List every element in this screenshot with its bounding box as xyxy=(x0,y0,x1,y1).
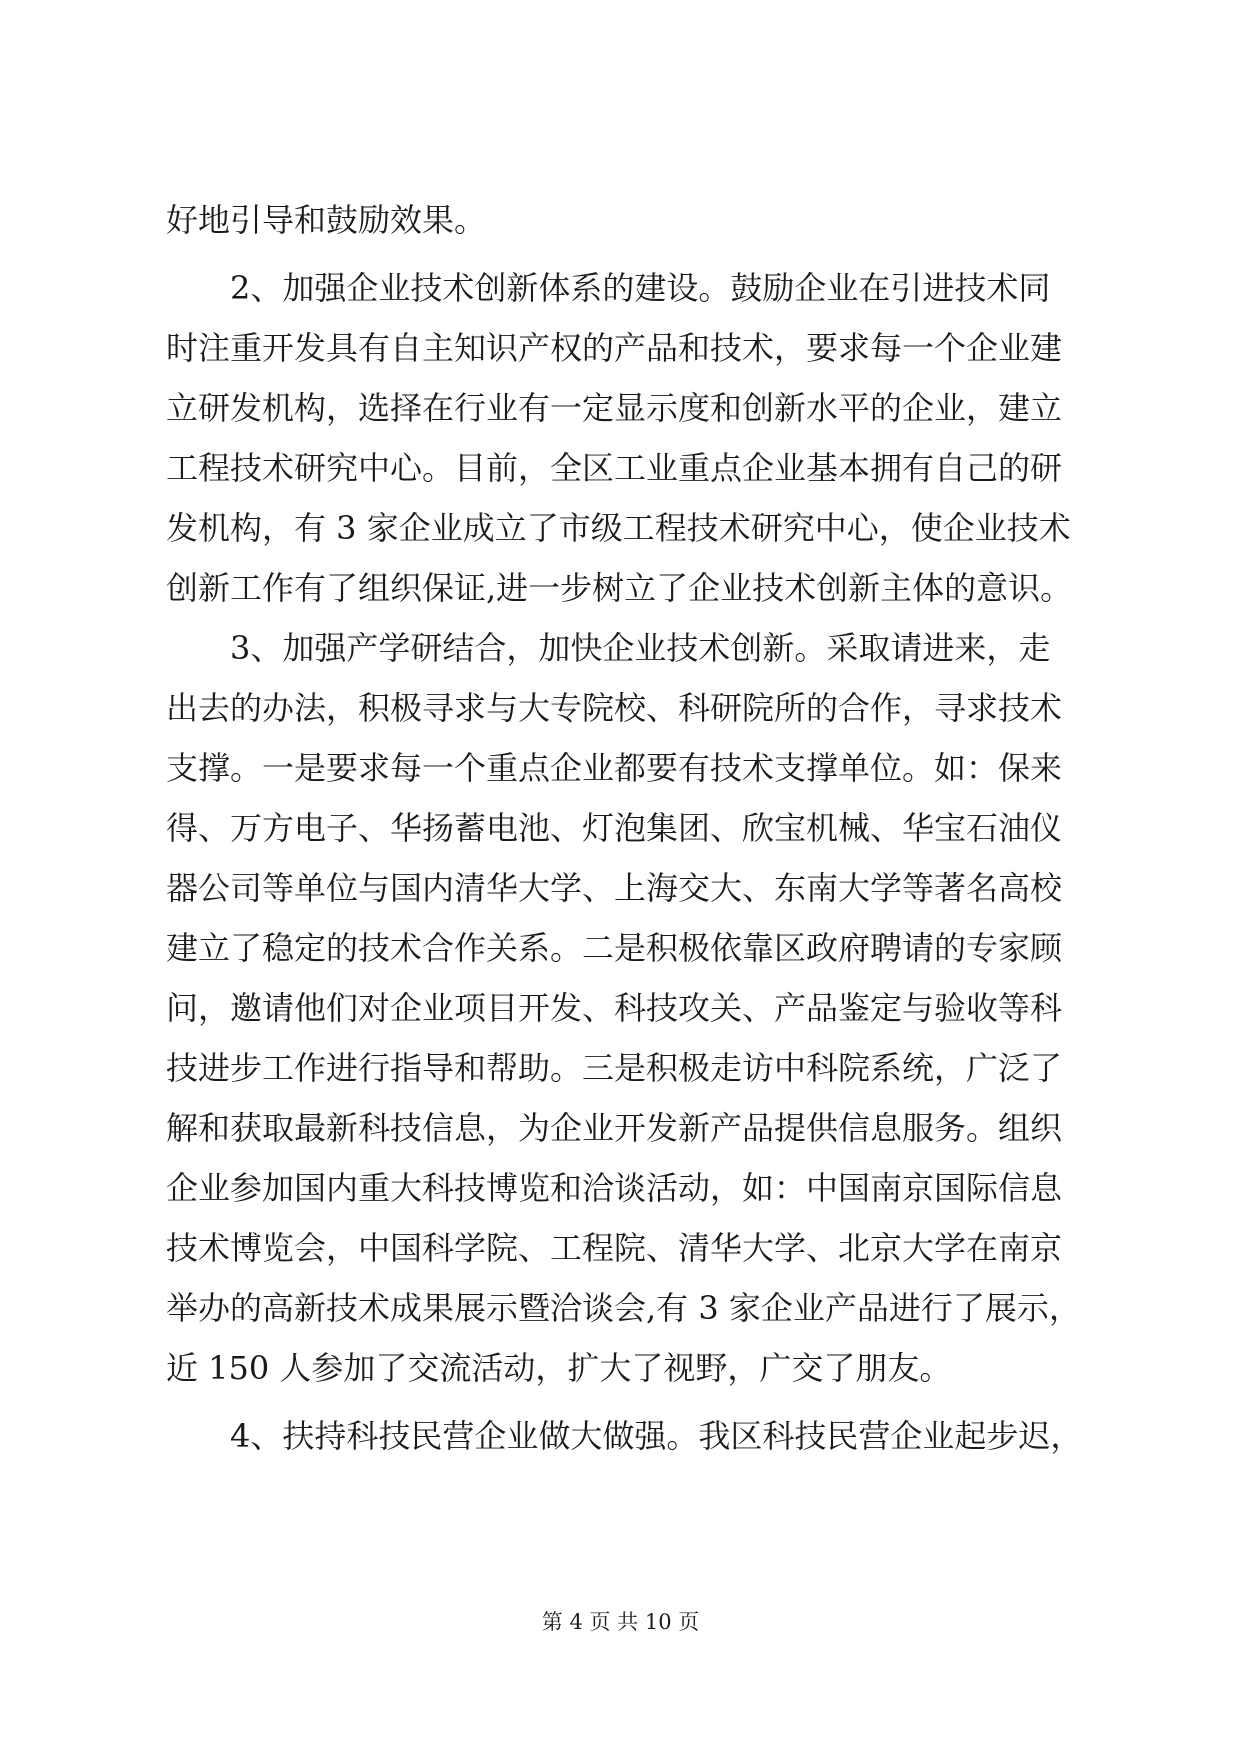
text-line: 技术博览会，中国科学院、工程院、清华大学、北京大学在南京 xyxy=(166,1229,1063,1267)
text-line: 创新工作有了组织保证,进一步树立了企业技术创新主体的意识。 xyxy=(166,569,1073,607)
text-line: 好地引导和鼓励效果。 xyxy=(166,201,487,239)
text-line: 解和获取最新科技信息，为企业开发新产品提供信息服务。组织 xyxy=(166,1109,1063,1147)
text-line: 立研发机构，选择在行业有一定显示度和创新水平的企业，建立 xyxy=(166,389,1063,427)
page-number-footer: 第 4 页 共 10 页 xyxy=(541,1610,700,1634)
paragraph-4-line: 4、扶持科技民营企业做大做强。我区科技民营企业起步迟， xyxy=(230,1417,1083,1455)
text-line: 器公司等单位与国内清华大学、上海交大、东南大学等著名高校 xyxy=(166,869,1063,907)
text-line: 举办的高新技术成果展示暨洽谈会,有 3 家企业产品进行了展示， xyxy=(166,1289,1081,1327)
text-line: 支撑。一是要求每一个重点企业都要有技术支撑单位。如：保来 xyxy=(166,749,1063,787)
text-line: 发机构，有 3 家企业成立了市级工程技术研究中心，使企业技术 xyxy=(166,509,1071,547)
text-line: 时注重开发具有自主知识产权的产品和技术，要求每一个企业建 xyxy=(166,329,1063,367)
text-line: 企业参加国内重大科技博览和洽谈活动，如：中国南京国际信息 xyxy=(166,1169,1063,1207)
text-line: 工程技术研究中心。目前，全区工业重点企业基本拥有自己的研 xyxy=(166,449,1063,487)
paragraph-2-line: 2、加强企业技术创新体系的建设。鼓励企业在引进技术同 xyxy=(230,269,1051,307)
paragraph-3-line: 3、加强产学研结合，加快企业技术创新。采取请进来，走 xyxy=(230,629,1051,667)
text-line: 问，邀请他们对企业项目开发、科技攻关、产品鉴定与验收等科 xyxy=(166,989,1063,1027)
text-line: 近 150 人参加了交流活动，扩大了视野，广交了朋友。 xyxy=(166,1349,952,1387)
text-line: 技进步工作进行指导和帮助。三是积极走访中科院系统，广泛了 xyxy=(166,1049,1063,1087)
text-line: 得、万方电子、华扬蓄电池、灯泡集团、欣宝机械、华宝石油仪 xyxy=(166,809,1063,847)
text-line: 出去的办法，积极寻求与大专院校、科研院所的合作，寻求技术 xyxy=(166,689,1063,727)
text-line: 建立了稳定的技术合作关系。二是积极依靠区政府聘请的专家顾 xyxy=(166,929,1063,967)
